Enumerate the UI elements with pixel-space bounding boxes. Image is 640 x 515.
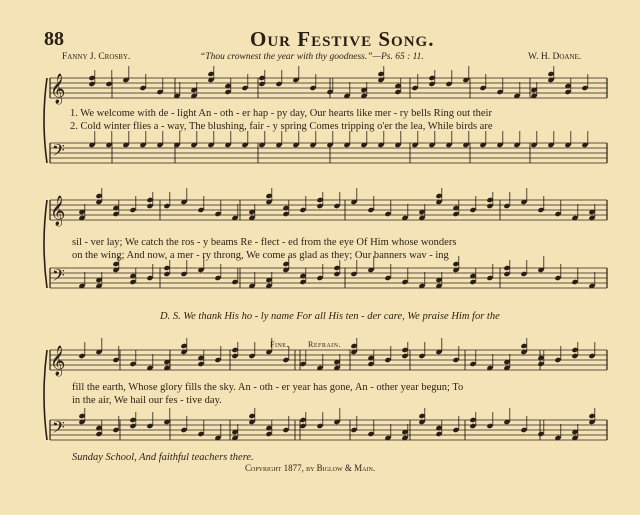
- system2-verse2: on the wing; And now, a mer - ry throng, We come as glad as they; Our banners wav - ing: [72, 250, 449, 261]
- system1-verse2: 2. Cold winter flies a - way, The blushing, fair - y spring Comes tripping o'er the lea, While birds are: [70, 121, 493, 132]
- system3-verse1: fill the earth, Whose glory fills the sky. An - oth - er year has gone, An - other year begun; To: [72, 382, 464, 393]
- bass-clef: 𝄢: [52, 265, 65, 289]
- author-credit: Fanny J. Crosby.: [62, 52, 131, 62]
- system3-verse2: in the air, We hail our fes - tive day.: [72, 395, 222, 406]
- system-brace: [44, 350, 47, 440]
- system2-ds-line: D. S. We thank His ho - ly name For all His ten - der care, We praise Him for the: [160, 311, 500, 322]
- bass-clef: 𝄢: [52, 417, 65, 441]
- fine-label: Fine.: [270, 340, 289, 349]
- treble-clef: 𝄞: [50, 196, 66, 226]
- composer-credit: W. H. Doane.: [528, 52, 582, 62]
- hymn-title: Our Festive Song.: [250, 27, 435, 51]
- system-brace: [44, 200, 47, 288]
- treble-clef: 𝄞: [50, 74, 66, 104]
- system2-verse1: sil - ver lay; We catch the ros - y beams Re - flect - ed from the eye Of Him whose wonders: [72, 237, 457, 248]
- scripture-epigraph: “Thou crownest the year with thy goodness.”—Ps. 65 : 11.: [200, 52, 424, 62]
- page-number: 88: [44, 28, 64, 50]
- bass-clef: 𝄢: [52, 140, 65, 164]
- system1-verse1: 1. We welcome with de - light An - oth - er hap - py day, Our hearts like mer - ry bells Ring out their: [70, 108, 492, 119]
- system3-ds-line: Sunday School, And faithful teachers there.: [72, 452, 254, 463]
- treble-clef: 𝄞: [50, 346, 66, 376]
- copyright-notice: Copyright 1877, by Biglow & Main.: [245, 463, 376, 473]
- system-brace: [44, 78, 47, 163]
- refrain-label: Refrain.: [308, 340, 342, 349]
